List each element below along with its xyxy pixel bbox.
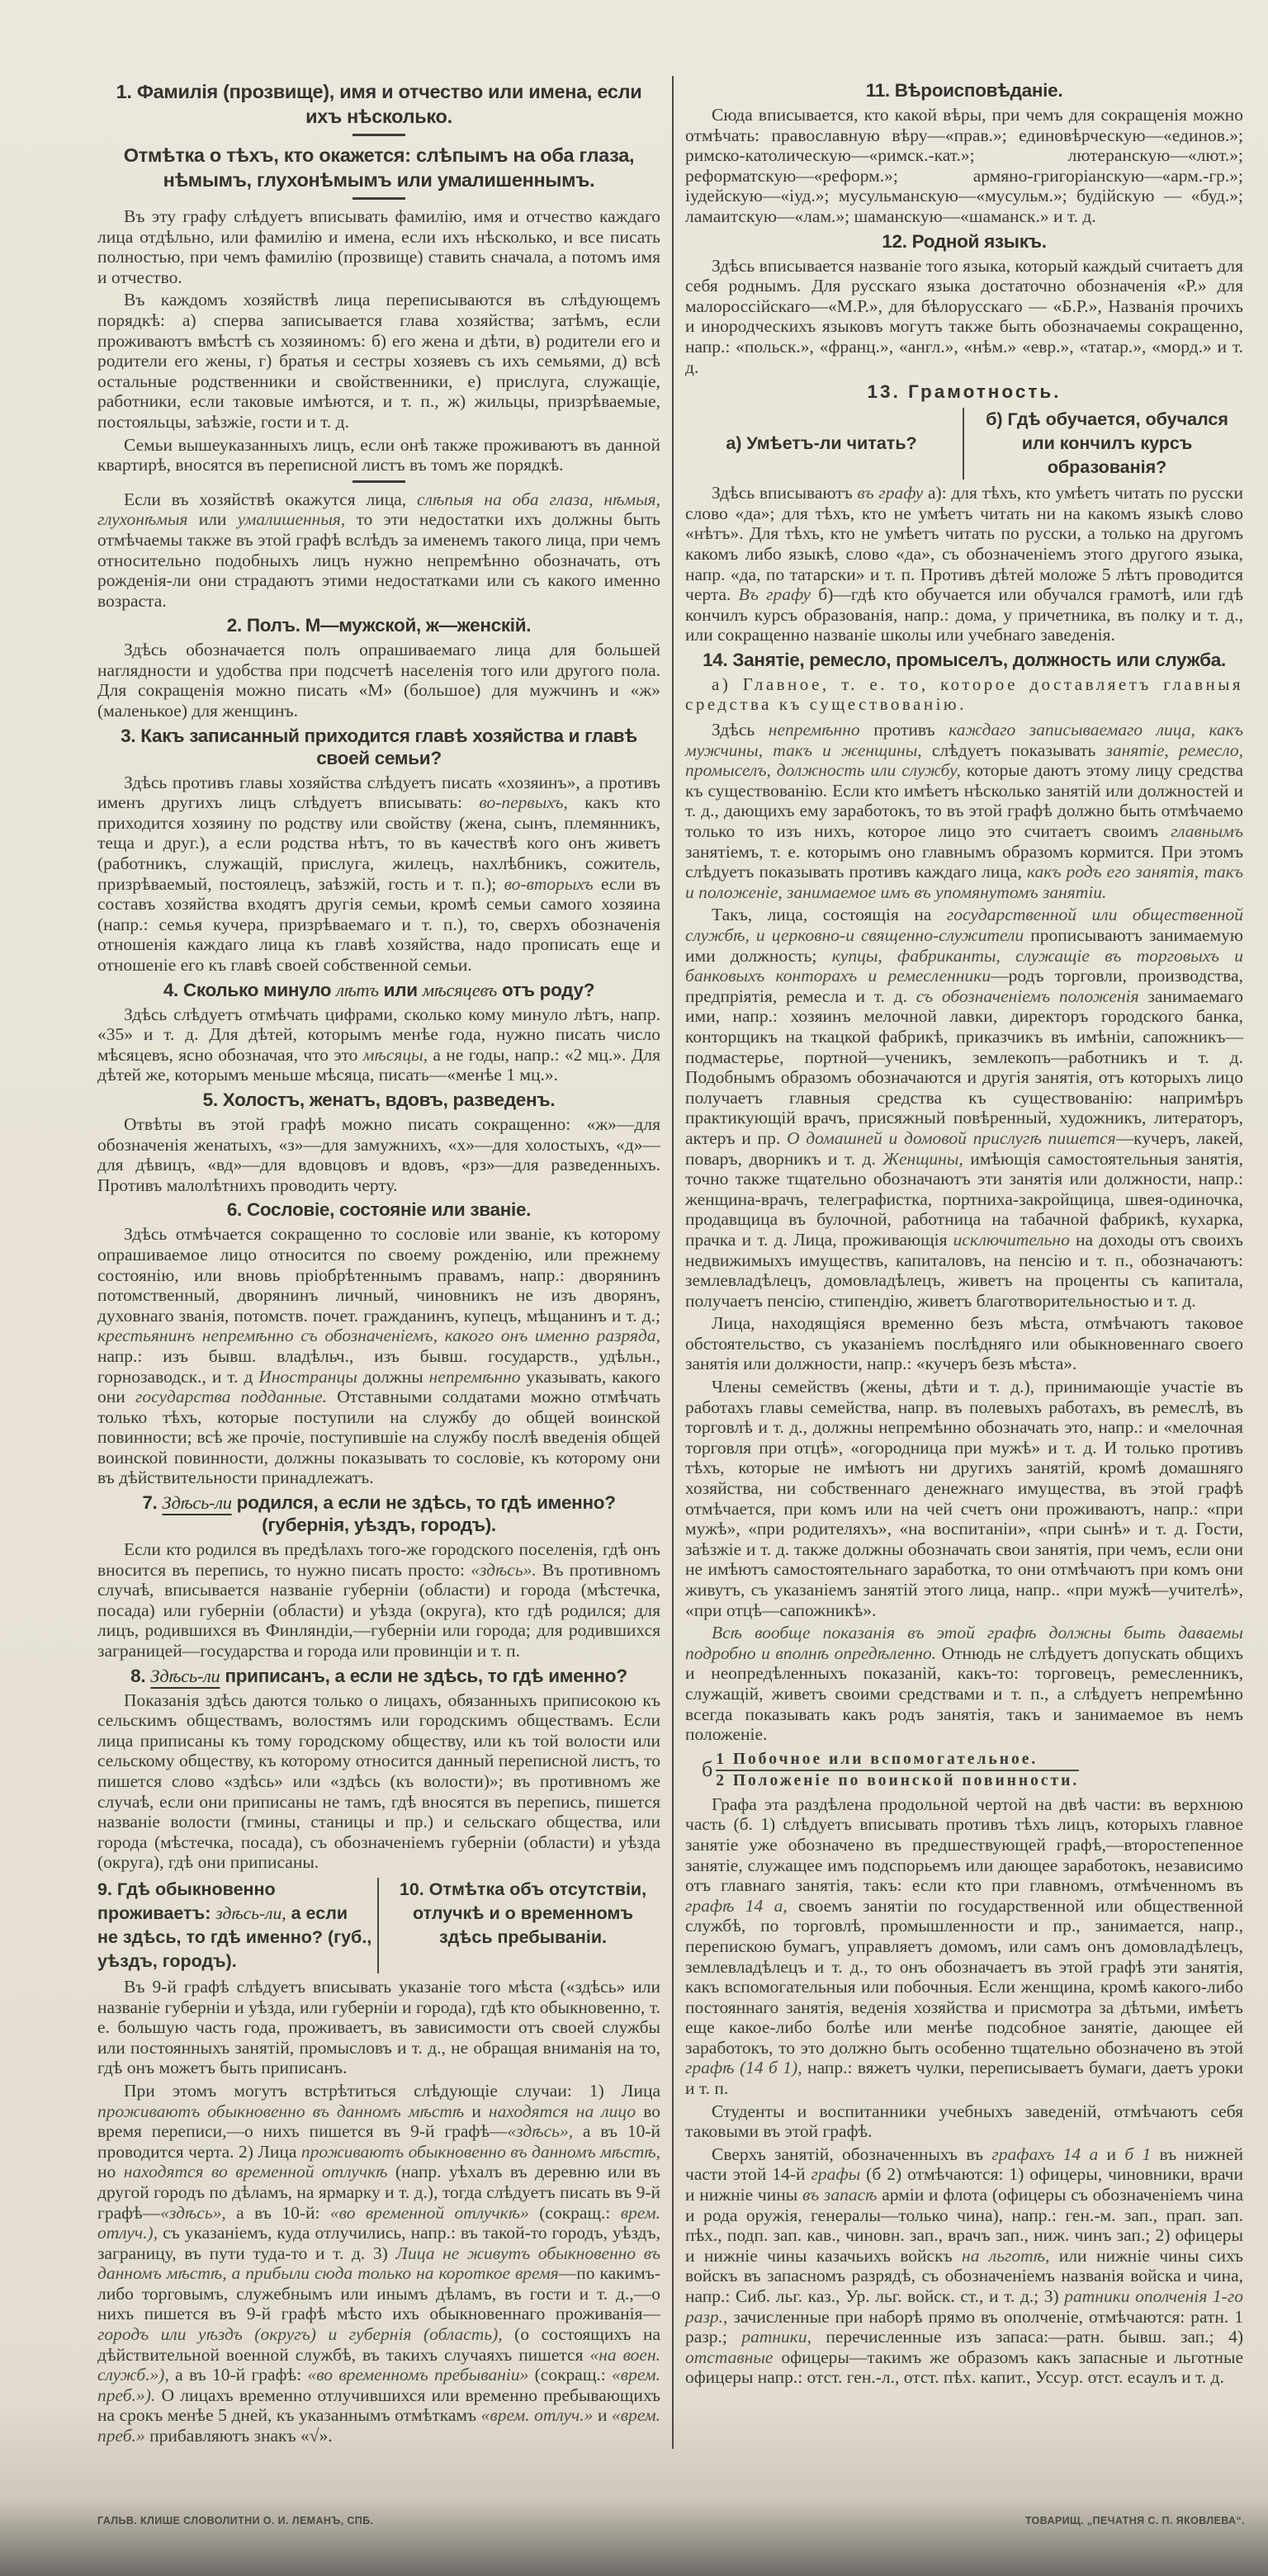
text-run: напр.: вяжетъ чулки, переписываетъ бумаги, даетъ уроки и т. п. — [685, 2058, 1244, 2099]
italic-text-run: Въ графу — [738, 584, 811, 605]
paragraph — [97, 773, 660, 976]
italic-text-run: «во временной отлучкѣ» — [329, 2202, 529, 2223]
section-heading — [685, 79, 1243, 102]
italic-text-run: въ графу — [857, 483, 924, 503]
paragraph — [97, 435, 660, 475]
split-heading-a — [685, 408, 964, 480]
subsection-line-1: 1 Побочное или вспомогательное. — [716, 1750, 1079, 1771]
split-heading-a — [97, 1878, 379, 1973]
text-run: Здѣсь противъ главы хозяйства слѣдуетъ писать «хозяинъ», а противъ именъ другихъ лицъ слѣдуетъ вписывать: — [97, 772, 660, 813]
italic-text-run: Лица не живутъ обыкновенно въ данномъ мѣстѣ, а прибыли сюда только на короткое время — [97, 2243, 660, 2284]
text-run: должны — [357, 1366, 429, 1387]
text-run: Здѣсь отмѣчается сокращенно то сословіе или званіе, къ которому опрашиваемое лицо относится по своему рожденію, или прежнему состоянію, или вновь пріобрѣтеннымъ правамъ, напр.: дворянинъ потомственный, дворянинъ личный, чиновникъ не изъ дворянъ, духовнаго званія, потомств. почет. гражданинъ, купецъ, мѣщанинъ и т. д.; — [97, 1224, 660, 1326]
paragraph — [97, 206, 660, 287]
italic-text-run: въ запасѣ — [802, 2185, 878, 2205]
text-run: Семьи вышеуказанныхъ лицъ, если онѣ также проживаютъ въ данной квартирѣ, вносятся въ переписной листъ въ томъ же порядкѣ. — [97, 434, 660, 475]
text-run: а) Главное, т. е. то, которое доставляетъ главныя средства къ существованію. — [685, 674, 1243, 715]
text-run: если въ составъ хозяйства входятъ другія семьи, кромѣ семьи самого хозяина (напр.: семья кучера, призрѣваемаго и т. п.), то, сверхъ обозначенія отношенія каждаго лица къ главѣ хозяйства, надо прописать еще и отношеніе его къ главѣ своей собственной семьи. — [97, 873, 660, 975]
text-run: арміи и флота (офицеры съ обозначеніемъ чина и рода оружія, генералы—только чина), напр.: ген.-м. зап., прап. зап. пѣх., подп. зап. кав., чиновн. зап., врачъ зап., ниж. чинъ зап.; 2) офицеры и нижніе чины казачьихъ войскъ — [685, 2185, 1243, 2266]
text-run: Если кто родился въ предѣлахъ того-же городского поселенія, гдѣ онъ вносится въ перепись, то нужно писать просто: — [97, 1539, 660, 1580]
italic-text-run: «здѣсь», — [160, 2202, 226, 2223]
split-heading-b — [379, 1878, 660, 1973]
paragraph — [97, 1224, 660, 1488]
paragraph — [97, 1977, 660, 2078]
italic-text-run: умалишенныя, — [237, 509, 346, 530]
paragraph — [685, 256, 1243, 378]
footer-row — [97, 2515, 1245, 2526]
italic-text-run: крестьянинъ непремѣнно съ обозначеніемъ, какого онъ именно разряда, — [97, 1326, 660, 1346]
split-heading-b — [964, 408, 1243, 480]
paragraph — [97, 2081, 660, 2446]
text-run: 4. Сколько минуло — [163, 979, 337, 1000]
italic-text-run: здѣсь-ли, — [215, 1902, 286, 1923]
text-run: какъ кто приходится хозяину по родству или свойству (жена, сынъ, племянникъ, теща и друг.), а если родства нѣтъ, то въ качествѣ кого онъ живетъ (работникъ, служащій, прислуга, жилецъ, нахлѣбникъ, сожитель, призрѣваемый, постоялецъ, заѣзжій, гость и т. п.); — [97, 792, 660, 894]
text-run: Здѣсь слѣдуетъ отмѣчать цифрами, сколько кому минуло лѣтъ, напр. «35» и т. д. Для дѣтей, которымъ менѣе года, нужно писать число мѣсяцевъ, ясно обозначая, что это — [97, 1004, 660, 1065]
italic-text-run: Иностранцы — [258, 1366, 357, 1387]
split-heading — [685, 408, 1243, 480]
columns — [97, 76, 1268, 2449]
italic-text-run: находятся во временной отлучкѣ — [123, 2162, 388, 2182]
text-run: 14. Занятіе, ремесло, промыселъ, должность или служба. — [703, 649, 1226, 670]
text-run: Студенты и воспитанники учебныхъ заведеній, отмѣчаютъ себя таковыми въ этой графѣ. — [685, 2101, 1243, 2142]
italic-text-run: во-первыхъ, — [479, 792, 568, 813]
paragraph — [685, 2101, 1243, 2142]
text-run: Если въ хозяйствѣ окажутся лица, — [124, 489, 417, 509]
italic-text-run: «на воен. служб.»), — [97, 2344, 660, 2385]
italic-text-run: лѣтъ — [336, 979, 379, 1000]
italic-text-run: графѣ (14 б 1), — [685, 2058, 802, 2078]
section-heading — [97, 979, 660, 1001]
italic-text-run: купцы, фабриканты, служащіе въ торговыхъ и банковыхъ конторахъ и ремесленники — [685, 945, 1243, 986]
text-run: О лицахъ временно отлучившихся или временно пребывающихъ на срокъ менѣе 5 дней, къ указаннымъ отмѣткамъ — [97, 2385, 660, 2426]
italic-text-run: мѣсяцевъ — [422, 979, 498, 1000]
text-run: то эти недостатки ихъ должны быть отмѣчаемы также въ этой графѣ вслѣдъ за именемъ такого лица, при чемъ относительно подобныхъ лицъ нужно непремѣнно обозначать, отъ рожденія-ли они страдаютъ этими недостатками или съ какого именно возраста. — [97, 509, 660, 611]
text-run: Въ 9-й графѣ слѣдуетъ вписывать указаніе того мѣста («здѣсь» или названіе губерніи и уѣзда, или губерніи и города), гдѣ кто обыкновенно, т. е. большую часть года, проживаетъ, въ зависимости отъ своей службы или постоянныхъ занятій, промысловъ и т. д., не обращая вниманія на то, гдѣ онъ можетъ быть приписанъ. — [97, 1976, 660, 2078]
text-run: прибавляютъ знакъ «√». — [144, 2426, 333, 2446]
text-run: противъ — [859, 720, 949, 740]
section-heading — [685, 649, 1243, 671]
paragraph — [685, 483, 1243, 645]
italic-text-run: съ обозначеніемъ положенія — [916, 985, 1139, 1006]
italic-text-run: каждаго записываемаго лица, какъ мужчины, такъ и женщины, — [685, 720, 1243, 760]
text-run: а если не здѣсь, то гдѣ именно? (губ., уѣздъ, городъ). — [97, 1902, 372, 1971]
text-run: При этомъ могутъ встрѣтиться слѣдующіе случаи: 1) Лица — [124, 2080, 660, 2101]
italic-text-run: государства подданные. — [135, 1387, 328, 1407]
italic-text-run: ратники ополченія 1-го разр., — [685, 2286, 1243, 2327]
text-run: родился, а если не здѣсь, то гдѣ именно? (губернія, уѣздъ, городъ). — [231, 1492, 616, 1536]
text-run: прописываютъ занимаемую ими должность; — [685, 925, 1243, 966]
section-heading — [97, 1491, 660, 1536]
italic-text-run: Здѣсь-ли — [162, 1492, 232, 1514]
italic-text-run: б 1 — [1124, 2144, 1152, 2164]
paragraph — [685, 105, 1243, 227]
text-run: а въ 10-й проводится черта. 2) Лица — [97, 2121, 660, 2162]
italic-text-run: «врем. преб.»). — [97, 2365, 660, 2405]
text-run: Отвѣты въ этой графѣ можно писать сокращенно: «ж»—для обозначенія женатыхъ, «з»—для замужнихъ, «х»—для холостыхъ, «д»—для дѣвицъ, «вд»—для вдовцовъ и вдовъ, «рз»—для разведенныхъ. Противъ малолѣтнихъ проводить черту. — [97, 1113, 660, 1195]
section-heading — [685, 230, 1243, 253]
paragraph — [97, 1539, 660, 1661]
text-run: Сверхъ занятій, обозначенныхъ въ — [712, 2144, 992, 2164]
section-rule — [352, 480, 405, 483]
paragraph — [685, 1623, 1243, 1745]
paragraph — [685, 905, 1243, 1311]
text-run: приписанъ, а если не здѣсь, то гдѣ именно? — [220, 1665, 627, 1686]
text-run: отъ роду? — [497, 979, 595, 1000]
paragraph — [685, 2144, 1243, 2388]
italic-text-run: на льготѣ, — [962, 2245, 1050, 2266]
section-heading — [97, 614, 660, 636]
text-run: 3. Какъ записанный приходится главѣ хозяйства и главѣ своей семьи? — [121, 725, 637, 768]
section-heading — [97, 79, 660, 129]
paragraph — [97, 1114, 660, 1195]
text-run: 10. Отмѣтка объ отсутствіи, отлучкѣ и о временномъ здѣсь пребываніи. — [399, 1879, 647, 1947]
italic-text-run: графахъ 14 а — [991, 2144, 1099, 2164]
text-run: 12. Родной языкъ. — [882, 230, 1047, 252]
text-run: 2. Полъ. М—мужской, ж—женскій. — [226, 615, 532, 636]
text-run: Въ эту графу слѣдуетъ вписывать фамилію, имя и отчество каждаго лица отдѣльно, или фамилію и имена, если ихъ нѣсколько, и все писать полностью, при чемъ фамилію (прозвище) ставить сначала, а потомъ имя и отчество. — [97, 206, 660, 287]
split-heading — [97, 1878, 660, 1973]
text-run: 1. Фамилія (прозвище), имя и отчество или имена, если ихъ нѣсколько. — [116, 81, 642, 127]
text-run: но — [97, 2162, 124, 2182]
italic-text-run: графы — [811, 2164, 861, 2185]
text-run: (сокращ.: — [528, 2202, 621, 2223]
paragraph — [97, 489, 660, 612]
text-run: 7. — [142, 1492, 163, 1514]
italic-text-run: Всѣ вообще показанія въ этой графѣ должны быть даваемы подробно и вполнѣ опредѣленно. — [685, 1623, 1243, 1663]
right-column — [674, 76, 1243, 2449]
italic-text-run: мѣсяцы, — [362, 1044, 428, 1065]
paragraph — [685, 1377, 1243, 1620]
subsection-letter: б — [702, 1757, 713, 1782]
text-run: Здѣсь обозначается полъ опрашиваемаго лица для большей наглядности и удобства при подсчетѣ населенія того или другого пола. Для сокращенія можно писать «М» (большое) для мужчинъ и «ж» (маленькое) для женщинъ. — [97, 640, 660, 721]
paragraph — [97, 1690, 660, 1873]
italic-text-run: «во временномъ пребываніи» — [307, 2365, 529, 2385]
text-run: а въ 10-й графѣ: — [168, 2365, 308, 2385]
italic-text-run: Здѣсь-ли — [150, 1665, 220, 1686]
text-run: 6. Сословіе, состояніе или званіе. — [226, 1199, 532, 1221]
italic-text-run: находятся на лицо — [488, 2101, 636, 2121]
paragraph — [685, 720, 1243, 902]
text-run: 5. Холостъ, женатъ, вдовъ, разведенъ. — [202, 1089, 556, 1110]
printer-imprint-right: ТОВАРИЩ. „ПЕЧАТНЯ С. П. ЯКОВЛЕВА“. — [1024, 2514, 1245, 2526]
italic-text-run: во-вторыхъ — [504, 873, 594, 894]
section-heading — [97, 1089, 660, 1111]
italic-text-run: «здѣсь», — [507, 2121, 574, 2142]
subheading — [685, 674, 1243, 715]
left-column — [97, 76, 672, 2449]
text-run: —родъ торговли, производства, предпріятія, ремесла и т. д. — [685, 966, 1243, 1006]
text-run: Отнюдь не слѣдуетъ допускать общихъ и неопредѣленныхъ показаній, какъ-то: торговецъ, ремесленникъ, служащій, живетъ своими средствами и т. п., а слѣдуетъ непремѣнно всегда показывать какъ родъ занятія, такъ и занимаемое въ немъ положеніе. — [685, 1642, 1243, 1745]
text-run: зачисленные при наборѣ прямо въ ополченіе, отмѣчаются: ратн. 1 разр.; — [685, 2306, 1243, 2347]
text-run: и — [464, 2101, 489, 2121]
text-run: которые даютъ этому лицу средства къ существованію. Если кто имѣетъ нѣсколько занятій или должностей и т. д., дающихъ ему заработокъ, то въ этой графѣ должно быть отмѣчаемо только то изъ нихъ, которое лицо это считаетъ своимъ — [685, 760, 1244, 842]
text-run: или — [187, 509, 238, 530]
text-run: (о состоящихъ на дѣйствительной военной службѣ, въ такихъ случаяхъ пишется — [97, 2324, 660, 2365]
text-run: Такъ, лица, состоящія на — [712, 905, 947, 925]
text-run: или — [378, 979, 423, 1000]
text-run: б) Гдѣ обучается, обучался или кончилъ курсъ образованія? — [986, 409, 1228, 478]
text-run: своемъ занятіи по государственной или общественной службѣ, по торговлѣ, промышленности и пр., занимается, напр., перепискою бумагъ, управляетъ домомъ, или самъ онъ домовладѣлецъ, землевладѣлецъ и т. д., то онъ обозначаетъ въ этой графѣ эти занятія, какъ вспомогательныя или побочныя. Если женщина, кромѣ какого-либо постояннаго занятія, веденія хозяйства и присмотра за дѣтьми, имѣетъ еще какое-либо болѣе или менѣе подсобное занятіе, дающее ей заработокъ, то это должно быть особенно тщательно обозначено въ этой — [685, 1895, 1243, 2058]
text-run: въ нижней части этой 14-й — [685, 2144, 1243, 2185]
text-run: занятіемъ, т. е. которымъ оно главнымъ образомъ кормится. При этомъ слѣдуетъ показывать противъ каждаго лица, — [685, 841, 1243, 882]
section-heading — [97, 1198, 660, 1221]
text-run: Здѣсь вписываютъ — [712, 483, 858, 503]
paragraph — [97, 1004, 660, 1085]
text-run: имѣющія самостоятельныя занятія, точно также тщательно обозначаютъ эти занятія или должности, напр.: женщина-врачъ, телеграфистка, портниха-закройщица, швея-одиночка, продавщица въ булочной, работница на табачной фабрикѣ, кухарка, прачка и т. д. Лица, проживающія — [685, 1148, 1243, 1250]
italic-text-run: графѣ 14 а, — [685, 1895, 788, 1916]
text-run: а): для тѣхъ, кто умѣетъ читать по русски слово «да»; для тѣхъ, кто не умѣетъ читать ни на какомъ языкѣ слово «нѣтъ». Для тѣхъ, кто не умѣетъ читать по русски, а только на другомъ какомъ либо языкѣ, слово «да», съ обозначеніемъ этого другого языка, напр. «да, по татарски» и т. п. Противъ дѣтей моложе 5 лѣтъ проводится черта. — [685, 483, 1243, 605]
text-run: 8. — [130, 1665, 151, 1686]
paragraph — [685, 1794, 1243, 2099]
text-run: указывать, какого они — [97, 1366, 660, 1407]
italic-text-run: исключительно — [953, 1229, 1070, 1250]
text-run: 9. Гдѣ обыкновенно проживаетъ: — [97, 1879, 276, 1923]
text-run: Въ противномъ случаѣ, вписывается названіе губерніи (области) и города (мѣстечка, посада) или губерніи (области) и уѣзда (округа), кто гдѣ родился; для лицъ, родившихся въ Финляндіи,—губерніи или города; для родившихся заграницей—государства и города или провинціи и т. п. — [97, 1559, 660, 1661]
italic-text-run: государственной или общественной службѣ, и церковно-и священно-служители — [685, 905, 1243, 945]
text-run: а въ 10-й: — [225, 2202, 330, 2223]
text-run: Показанія здѣсь даются только о лицахъ, обязанныхъ приписокою къ сельскимъ обществамъ, волостямъ или городскимъ обществамъ. Если лица приписаны къ тому городскому обществу, или къ той волости или сельскому обществу, къ которому относится данный переписной листъ, то пишется слово «здѣсь» или «здѣсь (къ волости)»; въ противномъ же случаѣ, если они приписаны не тамъ, гдѣ вносятся въ перепись, пишется названіе волости (гмины, станицы и пр.) и сельскаго общества, или города (мѣстечка, посада), съ обозначеніемъ губерніи (области) и уѣзда (округа), гдѣ они приписаны. — [97, 1690, 660, 1873]
printer-imprint-left: ГАЛЬВ. КЛИШЕ СЛОВОЛИТНИ О. И. ЛЕМАНЪ, СПБ. — [97, 2514, 374, 2526]
text-run: Отставными солдатами можно отмѣчать только тѣхъ, которые поступили на службу до общей воинской повинности; всѣ же прочіе, поступившіе на службу послѣ введенія общей воинской повинности, должны показывать то сословіе, къ которому они въ дѣйствительности принадлежатъ. — [97, 1387, 660, 1488]
italic-text-run: врем. отлуч.), — [97, 2202, 660, 2243]
text-run: Здѣсь — [712, 720, 769, 740]
paragraph — [97, 290, 660, 432]
text-run: съ указаніемъ, куда отлучились, напр.: въ такой-то городъ, уѣздъ, заграницу, въ пути туда-то и т. д. 3) — [97, 2223, 660, 2263]
text-run: офицеры—такимъ же образомъ какъ запасные и льготные офицеры напр.: отст. ген.-л., отст. пѣх. капит., Уссур. отст. есаулъ и т. д. — [685, 2347, 1243, 2388]
text-run: б)—гдѣ кто обучается или обучался грамотѣ, или гдѣ кончилъ курсъ образованія, напр.: дома, у причетника, въ полку и т. д., или сокращенно названіе школы или учебнаго заведенія. — [685, 584, 1243, 645]
text-run: или нижніе чины сихъ войскъ въ запасномъ разрядѣ, съ обозначеніемъ названія войска и чина, напр.: Сиб. льг. каз., Ур. льг. войск. ст., и т. д.; 3) — [685, 2245, 1243, 2306]
text-run: Сюда вписывается, кто какой вѣры, при чемъ для сокращенія можно отмѣчать: православную вѣру—«прав.»; единовѣрческую—«единов.»; римско-католическую—«римск.-кат.»; лютеранскую—«лют.»; реформатскую—«реформ.»; армяно-григоріанскую—«арм.-гр.»; іудейскую—«іуд.»; мусульманскую—«мусульм.»; будійскую — «буд.»; ламаитскую—«лам.»; шаманскую—«шаманск.» и т. д. — [685, 105, 1243, 226]
paragraph — [685, 1313, 1243, 1374]
text-run: 11. Вѣроисповѣданіе. — [865, 80, 1063, 101]
text-run: слѣдуетъ показывать — [921, 740, 1106, 760]
text-run: 13. Грамотность. — [867, 381, 1062, 403]
text-run: занимаемаго ими, напр.: хозяинъ мелочной лавки, директоръ городского банка, конторщикъ на ткацкой фабрикѣ, приказчикъ въ имѣніи, сапожникъ—подмастерье, портной—ученикъ, землекопъ—работникъ и т. д. Подобнымъ образомъ обозначаются и другія занятія, отъ которыхъ лицо получаетъ главныя средства къ существованію: напримѣръ практикующій врачъ, присяжный повѣренный, художникъ, литераторъ, актеръ и пр. — [685, 985, 1243, 1148]
section-heading — [685, 380, 1243, 403]
italic-text-run: слѣпыя на оба глаза, нѣмыя, глухонѣмыя — [97, 489, 661, 530]
text-run: на доходы отъ своихъ недвижимыхъ имуществъ, капиталовъ, на пенсію и т. п., обозначаютъ: землевладѣлецъ, домовладѣлецъ, живетъ на проценты съ капитала, получаетъ пенсію, стипендію, живетъ благотворительностью и т. д. — [685, 1229, 1244, 1311]
text-run: —по какимъ-либо торговымъ, служебнымъ или инымъ дѣламъ, въ гости и т. д.,—о нихъ пишется въ 9-й графѣ мѣсто ихъ обыкновеннаго проживанія— — [97, 2263, 660, 2324]
italic-text-run: непремѣнно — [768, 720, 860, 740]
section-heading — [97, 725, 660, 769]
text-run: во время переписи,—о нихъ пишется въ 9-й графѣ— — [97, 2101, 660, 2142]
text-run: напр.: изъ бывш. владѣльч., изъ бывш. государств., удѣльн., горнозаводск., и т. д — [97, 1345, 660, 1387]
italic-text-run: непремѣнно — [428, 1366, 521, 1387]
section-heading — [97, 1665, 660, 1687]
italic-text-run: городъ или уѣздъ (округъ) и губернія (область), — [97, 2324, 503, 2345]
italic-text-run: Женщины, — [882, 1148, 963, 1169]
subsection-line-2: 2 Положеніе по воинской повинности. — [716, 1771, 1080, 1789]
text-run: —кучеръ, лакей, поваръ, дворникъ и т. д. — [685, 1127, 1243, 1169]
text-run: (напр. уѣхалъ въ деревню или въ другой городъ по дѣламъ, на ярмарку и т. д.), тогда слѣдуетъ писать въ 9-й графѣ— — [97, 2162, 660, 2223]
text-run: перечисленные изъ запаса:—ратн. бывш. зап.; 4) — [811, 2327, 1243, 2347]
section-rule — [352, 134, 405, 136]
italic-text-run: «врем. преб.» — [97, 2405, 660, 2446]
italic-text-run: «врем. отлуч.» — [480, 2405, 594, 2426]
text-run: Лица, находящіяся временно безъ мѣста, отмѣчаютъ таковое обстоятельство, съ указаніемъ послѣдняго или обыкновеннаго своего занятія или должности, напр.: «кучеръ безъ мѣста». — [685, 1313, 1243, 1374]
text-run: (сокращ.: — [528, 2365, 613, 2385]
text-run: и — [593, 2405, 613, 2426]
italic-text-run: главнымъ — [1171, 821, 1243, 842]
section-heading — [97, 143, 660, 192]
text-run: и — [1098, 2144, 1125, 2164]
text-run: Графа эта раздѣлена продольной чертой на двѣ части: въ верхнюю часть (б. 1) слѣдуетъ вписывать противъ тѣхъ лицъ, которыхъ главное занятіе уже обозначено въ предшествующей графѣ,—второстепенное занятіе, служащее имъ подспорьемъ или дающее заработокъ, независимо отъ главнаго занятія, такъ: если кто при главномъ, отмѣченномъ въ — [685, 1794, 1243, 1896]
text-run: Отмѣтка о тѣхъ, кто окажется: слѣпымъ на оба глаза, нѣмымъ, глухонѣмымъ или умалишеннымъ. — [123, 144, 635, 191]
italic-text-run: отставные — [685, 2347, 774, 2367]
section-rule — [352, 197, 405, 200]
text-run: (б 2) отмѣчаются: 1) офицеры, чиновники, врачи и нижніе чины — [685, 2164, 1243, 2205]
text-run: а) Умѣетъ-ли читать? — [726, 433, 917, 454]
text-run: а не годы, напр.: «2 мц.». Для дѣтей же, которымъ меньше мѣсяца, писать—«менѣе 1 мц.». — [97, 1044, 661, 1085]
italic-text-run: какъ родъ его занятія, такъ и положеніе, занимаемое имъ въ упомянутомъ занятіи. — [685, 862, 1244, 902]
italic-text-run: «здѣсь». — [471, 1559, 537, 1580]
italic-text-run: проживаютъ обыкновенно въ данномъ мѣстѣ — [97, 2101, 465, 2121]
italic-text-run: О домашней и домовой прислугѣ пишется — [786, 1127, 1116, 1148]
italic-text-run: проживаютъ обыкновенно въ данномъ мѣстѣ, — [300, 2141, 660, 2162]
subsection-b-heading — [702, 1750, 1243, 1791]
italic-text-run: ратники, — [741, 2327, 811, 2347]
text-run: Члены семействъ (жены, дѣти и т. д.), принимающіе участіе въ работахъ главы семейства, напр. въ полевыхъ работахъ, въ ремеслѣ, въ торговлѣ и т. д., должны непремѣнно обозначать это, напр.: и «мелочная торговля при отцѣ», «огородница при мужѣ» и т. д. И только противъ тѣхъ, которые не имѣютъ ни другихъ занятій, кромѣ домашняго хозяйства, ни собственнаго денежнаго имущества, въ этой графѣ отмѣчается, при комъ или на чей счетъ они проживаютъ, напр.: «при мужѣ», «при родителяхъ», «на воспитаніи», «при сынѣ» и т. д. Гости, заѣзжіе и т. д. также должны обозначать свои занятія, при чемъ, если они не имѣютъ самостоятельнаго заработка, то они отмѣчаютъ при комъ они живутъ, съ указаніемъ занятій этого лица, напр.. «при мужѣ—учителѣ», «при отцѣ—сапожникѣ». — [685, 1377, 1243, 1620]
subsection-lines — [716, 1750, 1079, 1791]
text-run: Здѣсь вписывается названіе того языка, который каждый считаетъ для себя роднымъ. Для русскаго языка достаточно обозначенія «Р.» для малороссійскаго—«М.Р.», для бѣлорусскаго — «Б.Р.», Названія прочихъ и инородческихъ языковъ могутъ также быть обозначаемы сокращенно, напр.: «польск.», «франц.», «англ.», «нѣм.» «евр.», «татар.», «морд.» и т. д. — [685, 255, 1243, 377]
paragraph — [97, 640, 660, 721]
text-run: Въ каждомъ хозяйствѣ лица переписываются въ слѣдующемъ порядкѣ: а) сперва записывается глава хозяйства; затѣмъ, если проживаютъ вмѣстѣ съ хозяиномъ: б) его жена и дѣти, в) родители его и родители его жены, г) братья и сестры хозяевъ съ ихъ семьями, д) всѣ остальные родственники и свойственники, е) прислуга, служащіе, работники, если таковые имѣются, и т. п., ж) жильцы, призрѣваемые, постояльцы, заѣзжіе, гости и т. д. — [97, 290, 660, 432]
italic-text-run: занятіе, ремесло, промыселъ, должность или службу, — [685, 740, 1243, 781]
